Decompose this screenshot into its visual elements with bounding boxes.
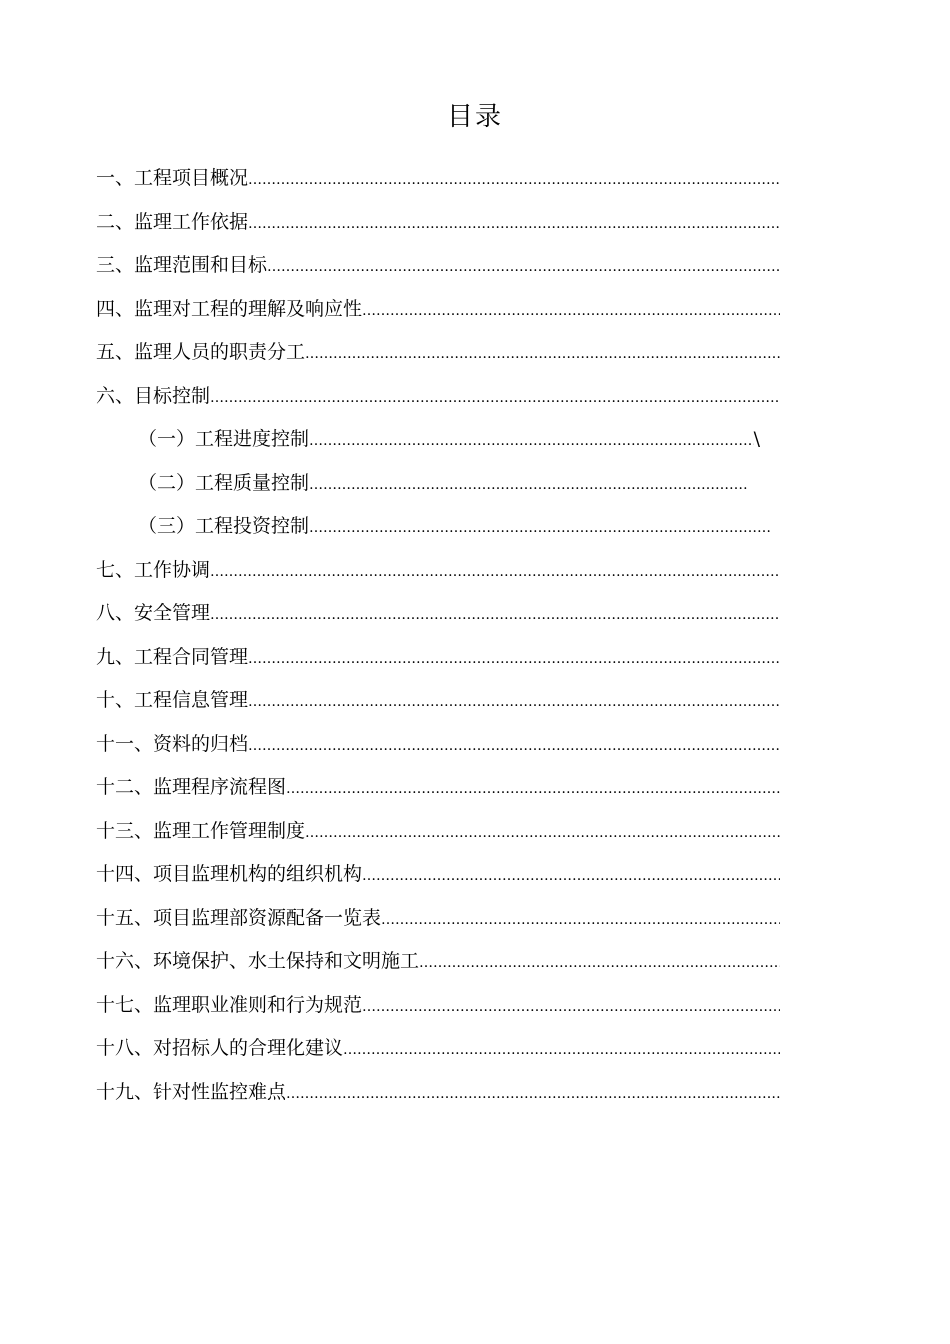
toc-leader-dots [309,512,770,544]
toc-entry-label: 九、工程合同管理 [96,645,249,668]
toc-entry-label: 一、工程项目概况 [96,167,249,189]
toc-entry[interactable] [96,597,780,641]
toc-leader-dots [419,947,780,979]
toc-entry-label: 二、监理工作依据 [96,210,249,233]
toc-leader-dots [267,251,780,283]
toc-leader-dots [343,1034,780,1066]
toc-entry[interactable] [96,293,780,337]
toc-entry[interactable] [96,1076,780,1120]
toc-entry-tail: \ [753,428,760,450]
toc-entry-label: 十六、环境保护、水土保持和文明施工 [96,950,420,972]
toc-entry-label: （三）工程投资控制 [138,515,310,537]
toc-entry-label: 五、监理人员的职责分工 [96,341,306,363]
toc-entry-label: 七、工作协调 [96,558,211,581]
toc-entry[interactable] [96,902,780,946]
toc-entry[interactable] [96,771,780,815]
toc-leader-dots [248,164,780,196]
toc-leader-dots [248,686,780,718]
toc-leader-dots [286,1078,780,1110]
toc-entry-label: 四、监理对工程的理解及响应性 [96,297,363,320]
toc-entry-label: 十三、监理工作管理制度 [96,819,306,842]
toc-entry[interactable] [96,728,780,772]
toc-entry-label: 十九、针对性监控难点 [96,1080,287,1103]
toc-entry[interactable] [96,336,780,380]
toc-entry-label: 十七、监理职业准则和行为规范 [96,993,363,1016]
toc-entry-label: （一）工程进度控制 [138,428,310,450]
toc-entry[interactable] [96,815,780,859]
toc-leader-dots [210,556,780,588]
toc-leader-dots [210,599,780,631]
toc-entry[interactable] [96,684,780,728]
table-of-contents [96,162,780,1119]
toc-leader-dots [309,425,754,457]
toc-subentry[interactable] [96,423,780,467]
toc-leader-dots [305,817,780,849]
toc-entry[interactable] [96,249,780,293]
toc-entry[interactable] [96,206,780,250]
toc-leader-dots [248,643,780,675]
toc-leader-dots [248,208,780,240]
toc-entry[interactable] [96,380,780,424]
toc-entry-label: 三、监理范围和目标 [96,254,268,276]
toc-entry-label: 十、工程信息管理 [96,689,249,711]
toc-leader-dots [210,382,780,414]
toc-leader-dots [362,295,780,327]
toc-entry-label: 八、安全管理 [96,602,211,624]
toc-entry-label: 十五、项目监理部资源配备一览表 [96,906,382,929]
toc-leader-dots [305,338,780,370]
toc-entry-label: 十四、项目监理机构的组织机构 [96,863,363,885]
toc-subentry[interactable] [96,510,780,554]
toc-leader-dots [362,860,780,892]
toc-subentry[interactable] [96,467,780,511]
toc-entry[interactable] [96,945,780,989]
page-title: 目录 [446,102,503,132]
toc-entry[interactable] [96,858,780,902]
toc-entry-label: （二）工程质量控制 [138,471,310,494]
toc-leader-dots [309,469,748,501]
toc-entry[interactable] [96,162,780,206]
toc-entry[interactable] [96,554,780,598]
toc-leader-dots [248,730,780,762]
toc-entry-label: 六、目标控制 [96,384,211,407]
toc-leader-dots [381,904,780,936]
toc-entry[interactable] [96,641,780,685]
toc-leader-dots [286,773,780,805]
toc-leader-dots [362,991,780,1023]
toc-entry[interactable] [96,1032,780,1076]
toc-entry-label: 十一、资料的归档 [96,732,249,755]
toc-entry-label: 十八、对招标人的合理化建议 [96,1037,344,1059]
toc-entry-label: 十二、监理程序流程图 [96,776,287,798]
toc-entry[interactable] [96,989,780,1033]
